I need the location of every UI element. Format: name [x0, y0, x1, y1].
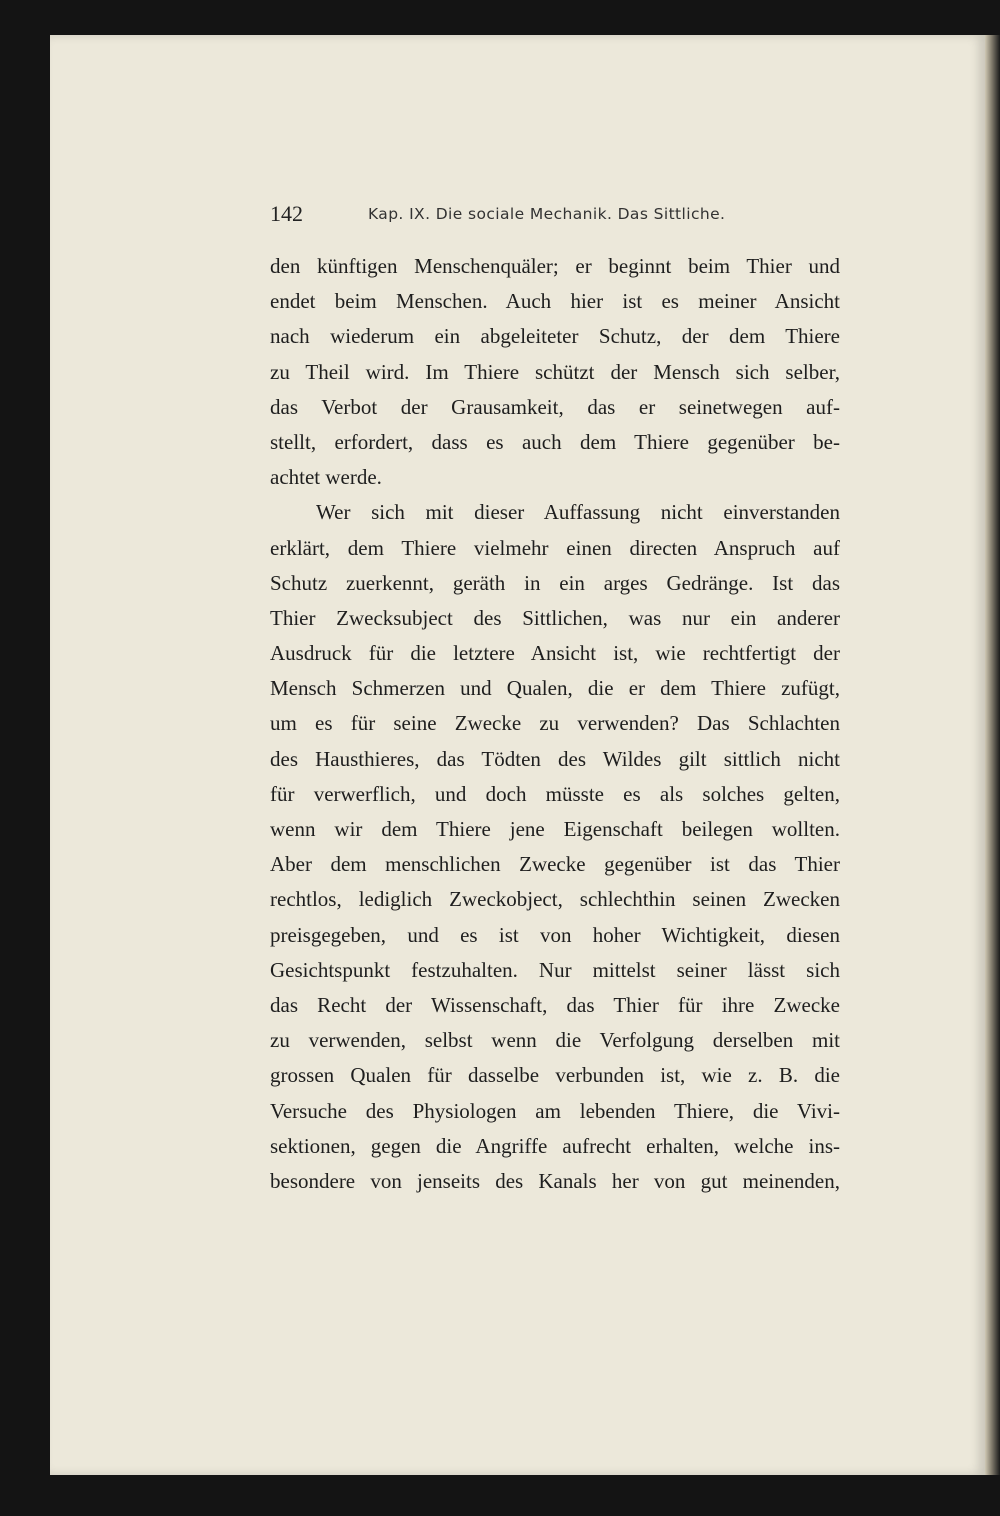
text-line: besondere von jenseits des Kanals her von gut meinenden, — [270, 1168, 840, 1193]
text-line: Thier Zwecksubject des Sittlichen, was nur ein anderer — [270, 605, 840, 630]
text-line: Mensch Schmerzen und Qualen, die er dem Thiere zufügt, — [270, 676, 840, 701]
page-number: 142 — [270, 201, 303, 226]
text-line: wenn wir dem Thiere jene Eigenschaft beilegen wollten. — [270, 817, 840, 841]
body-text — [270, 249, 840, 1199]
text-line: das Verbot der Grausamkeit, das er seinetwegen auf- — [270, 394, 840, 419]
text-line: achtet werde. — [270, 465, 382, 490]
text-line: sektionen, gegen die Angriffe aufrecht erhalten, welche ins- — [270, 1133, 840, 1158]
text-line: Versuche des Physiologen am lebenden Thiere, die Vivi- — [270, 1098, 840, 1123]
text-line: nach wiederum ein abgeleiteter Schutz, der dem Thiere — [270, 324, 840, 349]
text-line: Aber dem menschlichen Zwecke gegenüber ist das Thier — [270, 852, 840, 877]
text-line: den künftigen Menschenquäler; er beginnt beim Thier und — [270, 254, 840, 278]
text-line: für verwerflich, und doch müsste es als solches gelten, — [270, 781, 840, 806]
text-line: zu verwenden, selbst wenn die Verfolgung derselben mit — [270, 1028, 840, 1053]
text-line: Ausdruck für die letztere Ansicht ist, wie rechtfertigt der — [270, 641, 840, 666]
text-line: Schutz zuerkennt, geräth in ein arges Gedränge. Ist das — [270, 570, 840, 595]
page-header — [270, 201, 840, 231]
text-line: Gesichtspunkt festzuhalten. Nur mittelst seiner lässt sich — [270, 957, 840, 982]
text-line: grossen Qualen für dasselbe verbunden ist, wie z. B. die — [270, 1063, 840, 1088]
running-head: Kap. IX. Die sociale Mechanik. Das Sittliche. — [368, 205, 726, 223]
text-line: rechtlos, lediglich Zweckobject, schlechthin seinen Zwecken — [270, 887, 840, 912]
text-line: preisgegeben, und es ist von hoher Wichtigkeit, diesen — [270, 922, 840, 947]
text-line: zu Theil wird. Im Thiere schützt der Mensch sich selber, — [270, 359, 840, 384]
text-line: des Hausthieres, das Tödten des Wildes gilt sittlich nicht — [270, 746, 840, 771]
text-line: das Recht der Wissenschaft, das Thier für ihre Zwecke — [270, 992, 840, 1017]
text-line: endet beim Menschen. Auch hier ist es meiner Ansicht — [270, 289, 840, 314]
paragraph-start-line: Wer sich mit dieser Auffassung nicht einverstanden — [316, 500, 840, 525]
text-line: erklärt, dem Thiere vielmehr einen directen Anspruch auf — [270, 535, 840, 560]
text-line: um es für seine Zwecke zu verwenden? Das Schlachten — [270, 711, 840, 736]
page-edge — [985, 35, 1000, 1475]
text-line: stellt, erfordert, dass es auch dem Thiere gegenüber be- — [270, 429, 840, 454]
